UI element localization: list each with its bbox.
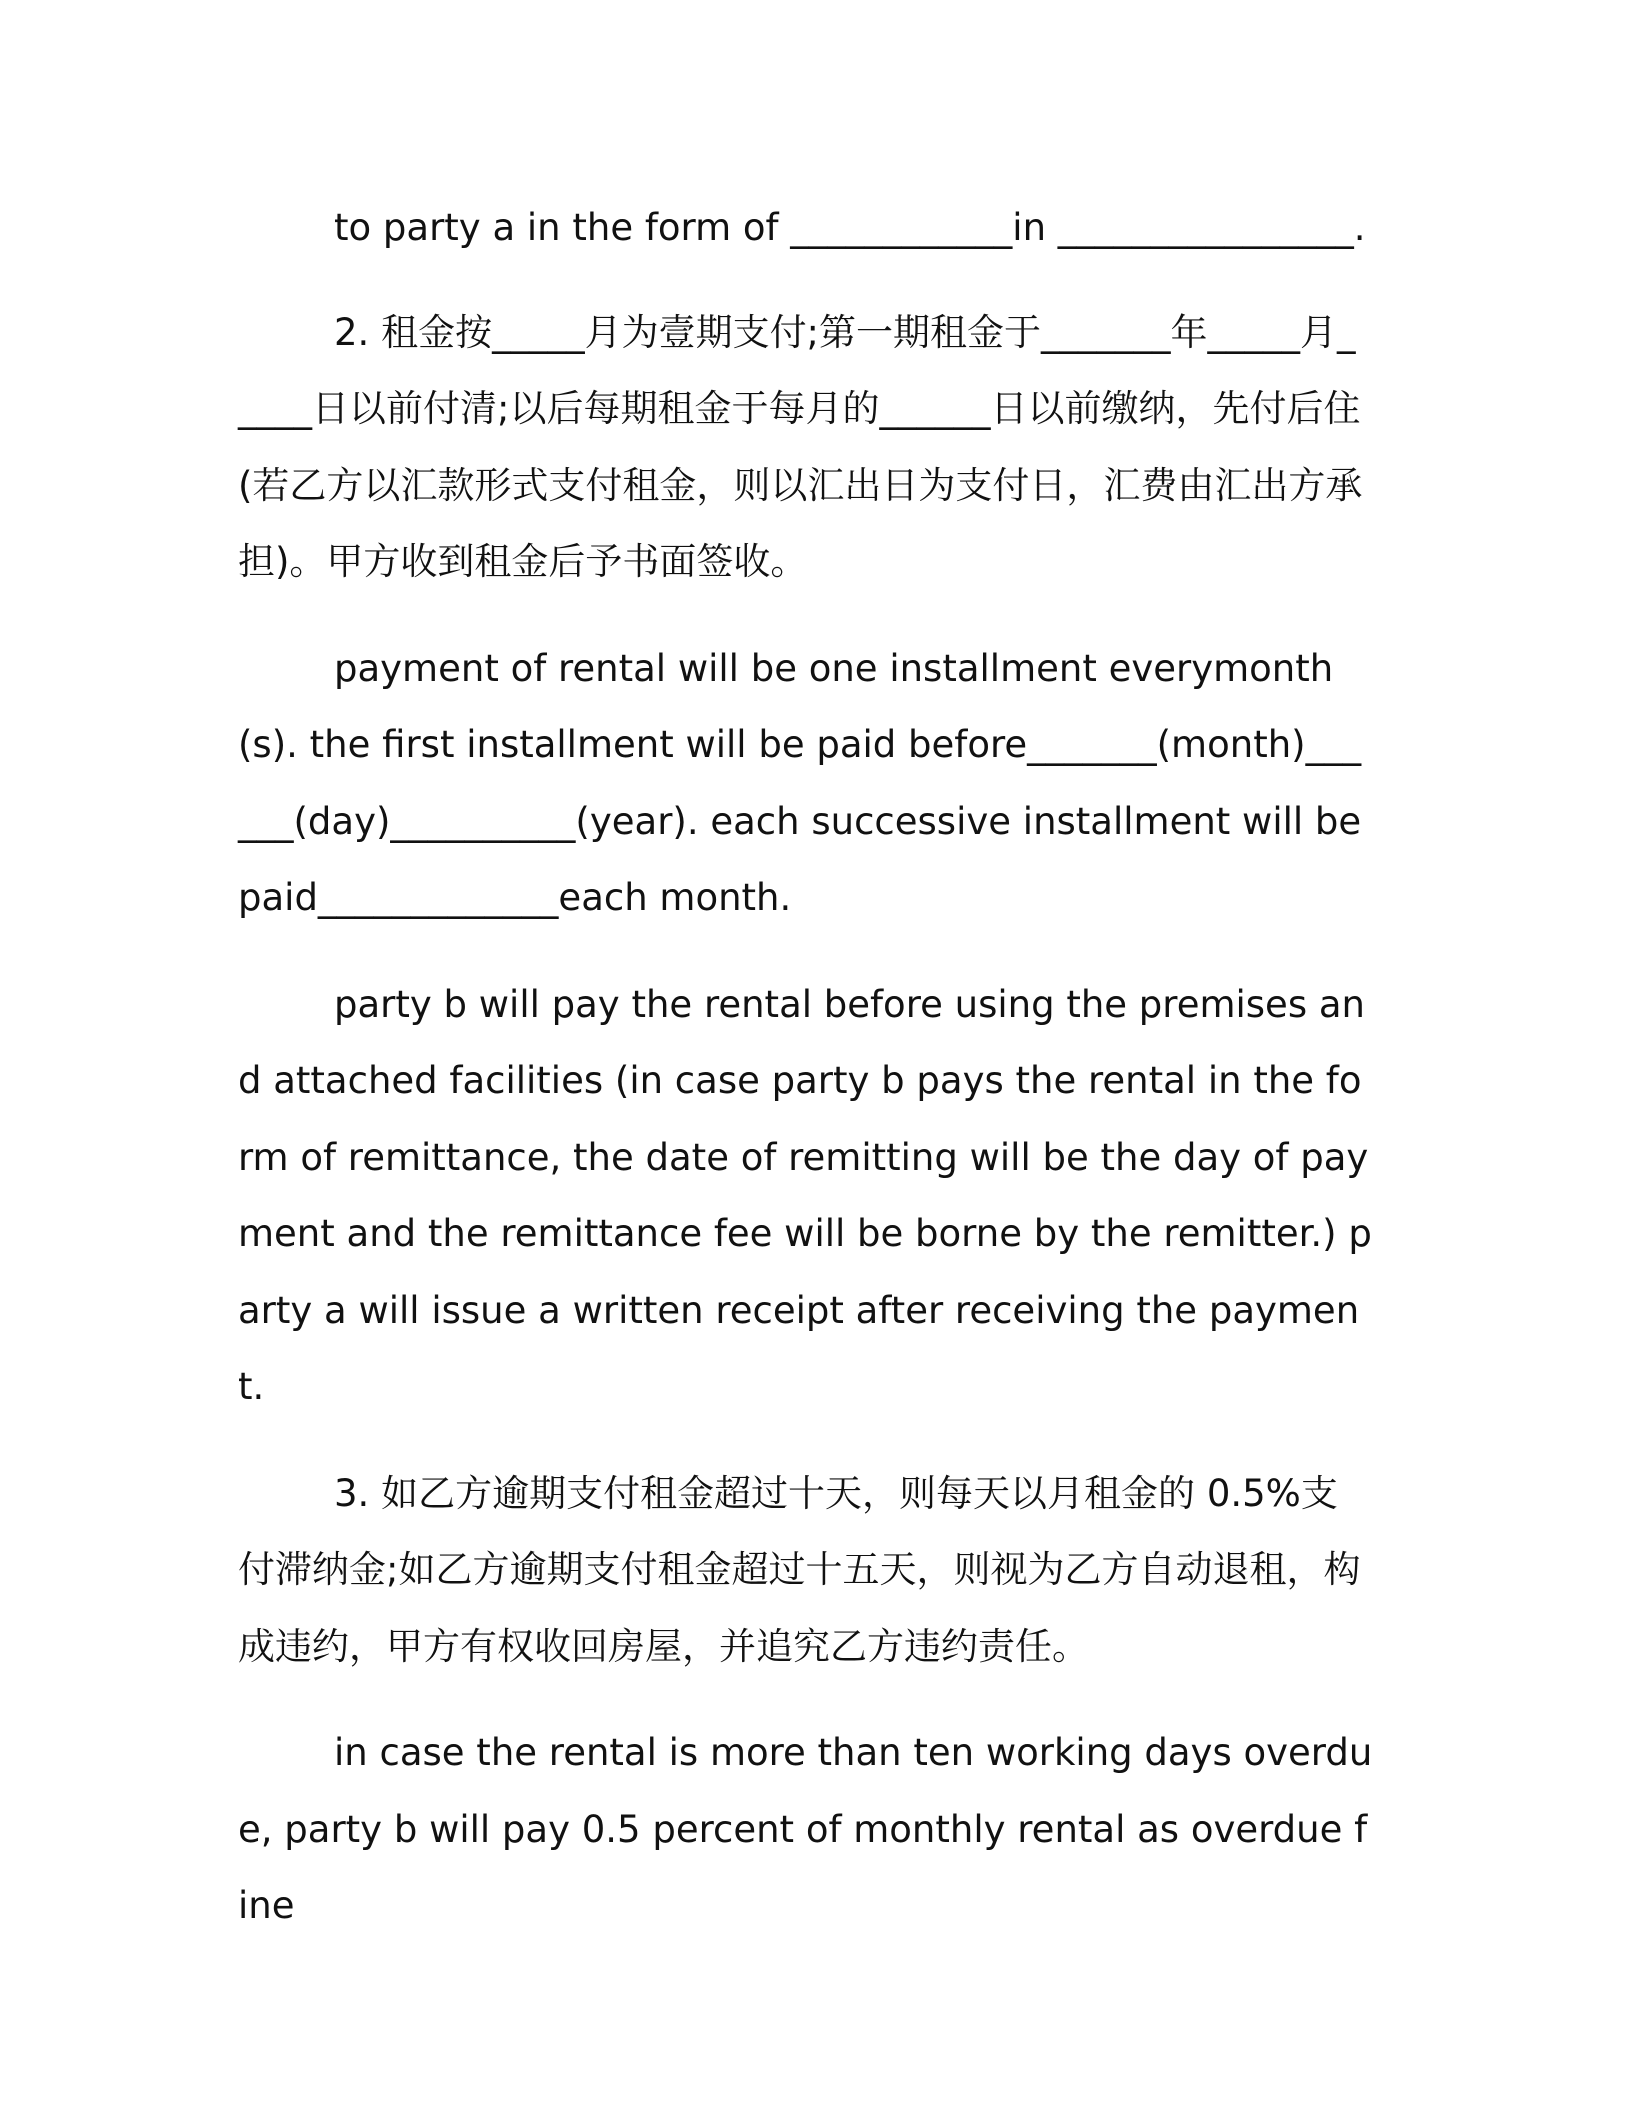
paragraph-spacer	[238, 601, 1374, 631]
paragraph-clause-3-chinese: 3. 如乙方逾期支付租金超过十天，则每天以月租金的 0.5%支付滞纳金;如乙方逾期支付租金超过十五天，则视为乙方自动退租，构成违约，甲方有权收回房屋，并追究乙方违约责任。	[238, 1471, 1361, 1668]
paragraph-payment-form: to party a in the form of ____________in ________________.	[334, 206, 1366, 249]
paragraph-spacer	[238, 1685, 1374, 1715]
document-body	[238, 190, 1374, 1945]
paragraph-spacer	[238, 1426, 1374, 1456]
paragraph-overdue-english: in case the rental is more than ten working days overdue, party b will pay 0.5 percent of monthly rental as overdue fine	[238, 1731, 1373, 1927]
paragraph-rental-remittance-english: party b will pay the rental before using the premises and attached facilities (in case party b pays the rental in the form of remittance, the date of remitting will be the day of payment and the remittance fee will be borne by the remitter.) party a will issue a written receipt after receiving the payment.	[238, 982, 1372, 1408]
paragraph-installment-english: payment of rental will be one installment everymonth(s). the first installment will be paid before_______(month)______(day)__________(year). each successive installment will be paid_____________each month.	[238, 646, 1362, 919]
paragraph-spacer	[238, 937, 1374, 967]
paragraph-clause-2-chinese: 2. 租金按_____月为壹期支付;第一期租金于_______年_____月_____日以前付清;以后每期租金于每月的______日以前缴纳，先付后住(若乙方以汇款形式支付租金，则以汇出日为支付日，汇费由汇出方承担)。甲方收到租金后予书面签收。	[238, 310, 1363, 583]
paragraph-spacer	[238, 267, 1374, 295]
